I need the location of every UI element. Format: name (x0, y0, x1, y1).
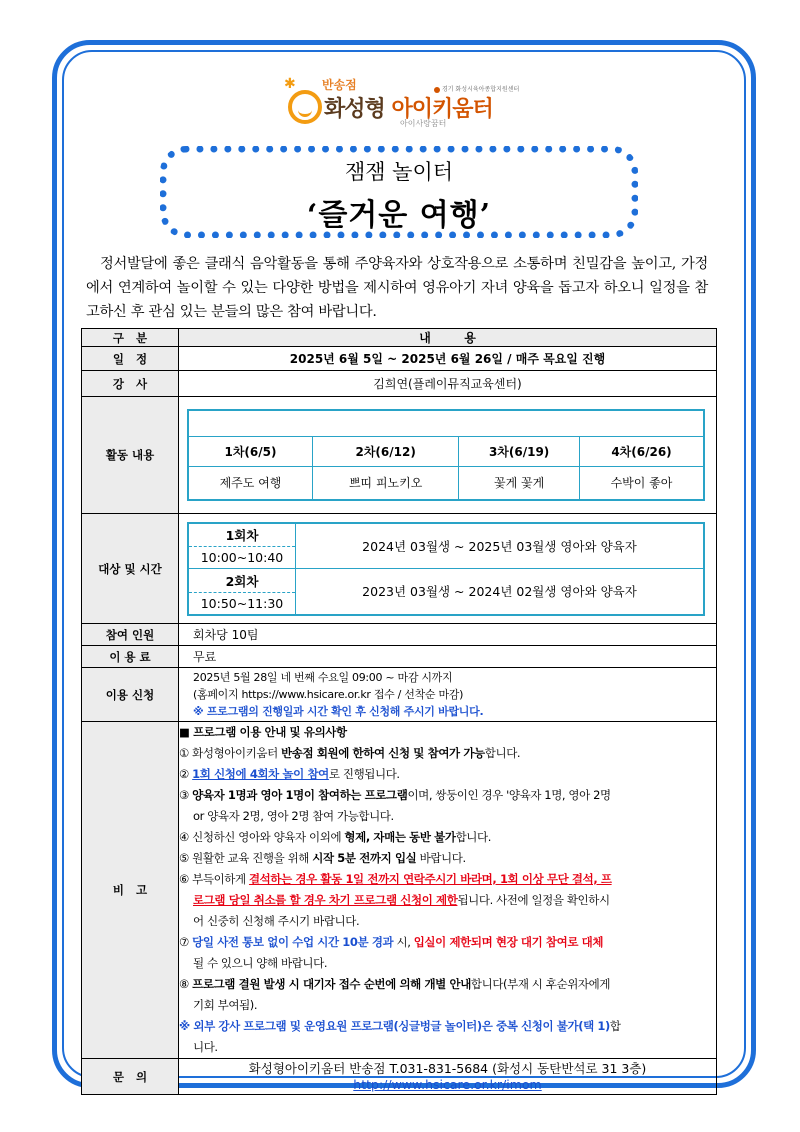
table-header-row (82, 329, 717, 347)
notes-header: ■ 프로그램 이용 안내 및 유의사항 (179, 725, 347, 739)
instructor-label: 강 사 (82, 371, 179, 397)
fee-value: 무료 (179, 646, 717, 668)
capacity-value: 회차당 10팀 (179, 624, 717, 646)
note-3: ③ 양육자 1명과 영아 1명이 참여하는 프로그램이며, 쌍둥이인 경우 '양육자 1명, 영아 2명 (179, 788, 611, 802)
note-6-cont2: 어 신중히 신청해 주시기 바랍니다. (193, 914, 360, 928)
activity-cell (179, 397, 717, 514)
activity-title: 수박이 좋아 (579, 466, 704, 500)
note-4: ④ 신청하신 영아와 양육자 이외에 형제, 자매는 동반 불가합니다. (179, 830, 491, 844)
round-target: 2024년 03월생 ~ 2025년 03월생 영아와 양육자 (296, 523, 705, 569)
note-2: ② 1회 신청에 4회차 놀이 참여로 진행됩니다. (179, 767, 400, 781)
activity-title: 제주도 여행 (188, 466, 312, 500)
apply-notice: ※ 프로그램의 진행일과 시간 확인 후 신청해 주시기 바랍니다. (193, 705, 484, 718)
notes-label: 비 고 (82, 722, 179, 1059)
table-row-notes (82, 722, 717, 1059)
table-row-target (82, 514, 717, 624)
table-row-apply (82, 668, 717, 722)
note-1: ① 화성형아이키움터 반송점 회원에 한하여 신청 및 참여가 가능합니다. (179, 746, 521, 760)
schedule-value: 2025년 6월 5일 ~ 2025년 6월 26일 / 매주 목요일 진행 (179, 347, 717, 371)
target-table (187, 522, 705, 616)
star-icon: ✱ (284, 76, 296, 92)
table-row-schedule (82, 347, 717, 371)
apply-label: 이용 신청 (82, 668, 179, 722)
table-row-capacity (82, 624, 717, 646)
round-time: 10:00~10:40 (188, 547, 296, 569)
target-cell (179, 514, 717, 624)
instructor-value: 김희연(플레이뮤직교육센터) (179, 371, 717, 397)
apply-period: 2025년 5월 28일 네 번째 수요일 09:00 ~ 마감 시까지 (193, 671, 453, 684)
note-9-cont: 니다. (193, 1040, 218, 1054)
logo-branch: 반송점 (322, 78, 357, 92)
activity-table (187, 409, 705, 501)
table-row-contact (82, 1059, 717, 1095)
capacity-label: 참여 인원 (82, 624, 179, 646)
round-time: 10:50~11:30 (188, 593, 296, 615)
activity-label: 활동 내용 (82, 397, 179, 514)
intro-paragraph: 정서발달에 좋은 클래식 음악활동을 통해 주양육자와 상호작용으로 소통하며 친밀감을 높이고, 가정에서 연계하여 놀이할 수 있는 다양한 방법을 제시하여 영유아기 자녀 양육을 돕고자 하오니 일정을 참고하신 후 관심 있는 분들의 많은 참여 바랍니다. (86, 256, 708, 320)
schedule-label: 일 정 (82, 347, 179, 371)
notes-cell (179, 722, 717, 1059)
smile-icon (288, 90, 322, 124)
apply-cell (179, 668, 717, 722)
info-table (81, 328, 717, 1095)
activity-session: 2차(6/12) (312, 436, 458, 466)
activity-title: 꽃게 꽃게 (459, 466, 580, 500)
title-program: 잼잼 놀이터 (344, 160, 454, 184)
header-content: 내 용 (179, 329, 717, 347)
activity-session: 4차(6/26) (579, 436, 704, 466)
round-target: 2023년 03월생 ~ 2024년 02월생 영아와 양육자 (296, 569, 705, 615)
contact-label: 문 의 (82, 1059, 179, 1095)
table-row-activity (82, 397, 717, 514)
note-3-cont: or 양육자 2명, 영아 2명 참여 가능합니다. (193, 809, 394, 823)
note-9: ※ 외부 강사 프로그램 및 운영요원 프로그램(싱글벙글 놀이터)은 중복 신청이 불가(택 1)합 (179, 1019, 621, 1033)
activity-session: 3차(6/19) (459, 436, 580, 466)
note-6-cont: 로그램 당일 취소를 할 경우 차기 프로그램 신청이 제한됩니다. 사전에 일정을 확인하시 (193, 893, 610, 907)
logo-name: 화성형 아이키움터 (324, 97, 493, 122)
logo-org: 경기 화성시육아종합지원센터 (434, 84, 519, 93)
round-label: 2회차 (188, 569, 296, 593)
note-8: ⑧ 프로그램 결원 발생 시 대기자 접수 순번에 의해 개별 안내합니다(부재 시 후순위자에게 (179, 977, 611, 991)
logo (282, 76, 522, 132)
title-theme: ‘즐거운 여행’ (306, 198, 492, 233)
round-label: 1회차 (188, 523, 296, 547)
apply-method: (홈페이지 https://www.hsicare.or.kr 접수 / 선착순 마감) (193, 688, 464, 701)
note-5: ⑤ 원활한 교육 진행을 위해 시작 5분 전까지 입실 바랍니다. (179, 851, 466, 865)
activity-title: 쁘띠 피노키오 (312, 466, 458, 500)
note-7-cont: 될 수 있으니 양해 바랍니다. (193, 956, 328, 970)
fee-label: 이 용 료 (82, 646, 179, 668)
activity-table-top (188, 410, 704, 436)
table-row-fee (82, 646, 717, 668)
header-category: 구 분 (82, 329, 179, 347)
note-6: ⑥ 부득이하게 결석하는 경우 활동 1일 전까지 연락주시기 바라며, 1회 이상 무단 결석, 프 (179, 872, 612, 886)
activity-session: 1차(6/5) (188, 436, 312, 466)
table-row-instructor (82, 371, 717, 397)
contact-link[interactable]: http://www.hsicare.or.kr/imom (353, 1076, 542, 1092)
target-label: 대상 및 시간 (82, 514, 179, 624)
contact-cell (179, 1059, 717, 1095)
logo-sub: 아이사랑꿈터 (400, 119, 447, 128)
contact-info: 화성형아이키움터 반송점 T.031-831-5684 (화성시 동탄반석로 31 3층) (248, 1060, 647, 1076)
note-8-cont: 기회 부여됨). (193, 998, 258, 1012)
note-7: ⑦ 당일 사전 통보 없이 수업 시간 10분 경과 시, 입실이 제한되며 현장 대기 참여로 대체 (179, 935, 604, 949)
